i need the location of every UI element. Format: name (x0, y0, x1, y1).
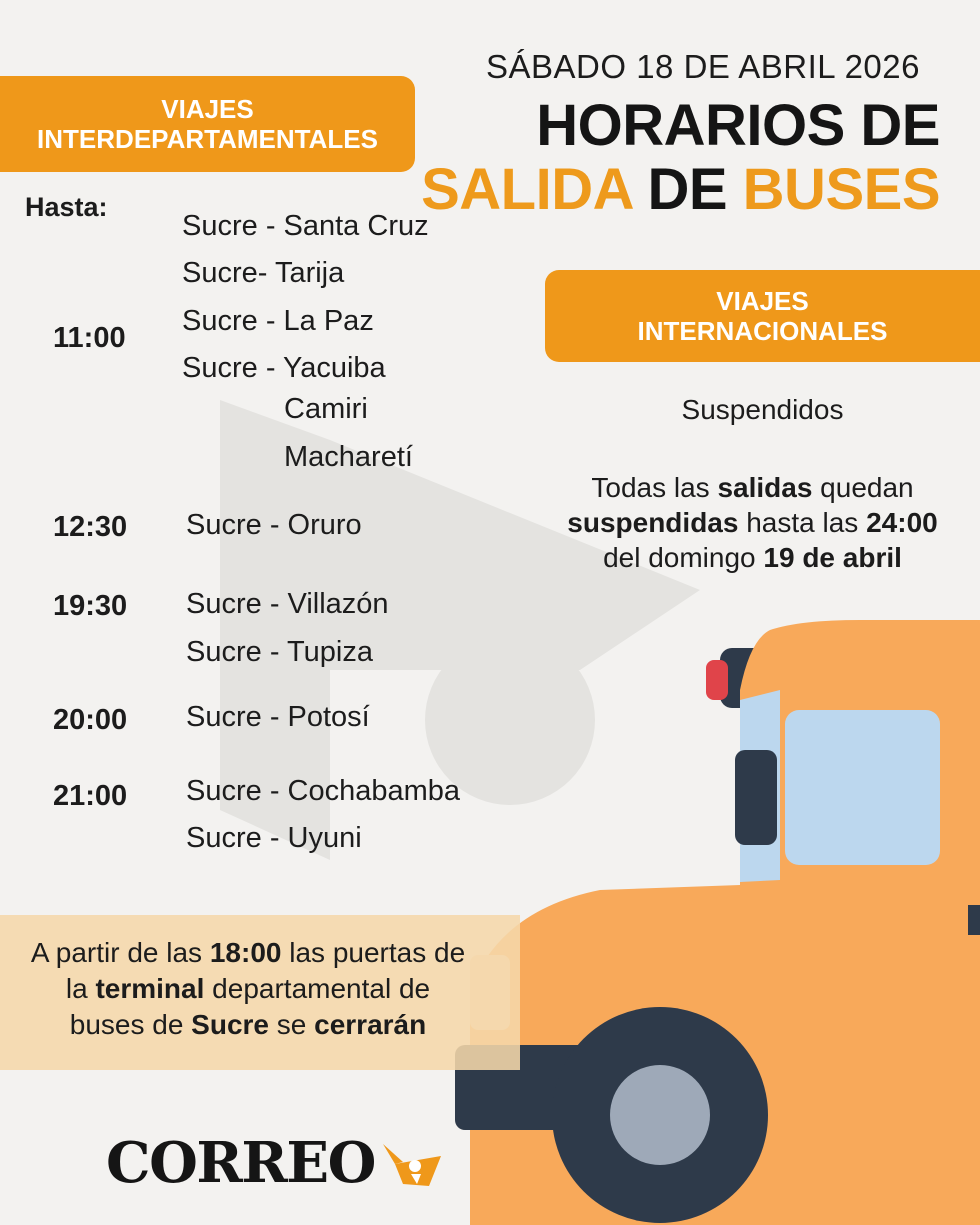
suspension-note-line3 (545, 540, 960, 575)
gate-note (8, 935, 488, 1043)
route-item: Sucre - Tupiza (186, 636, 373, 668)
logo-text: CORREO (106, 1130, 375, 1196)
time-21-00: 21:00 (53, 780, 128, 812)
route-item: Sucre - Yacuiba (182, 352, 386, 384)
gate-note-line1 (8, 935, 488, 971)
note-bold: 24:00 (866, 507, 938, 538)
note-text: buses de (69, 1009, 192, 1040)
time-12-30: 12:30 (53, 511, 128, 543)
note-bold: suspendidas (567, 507, 739, 538)
until-label: Hasta: (25, 192, 108, 222)
route-item: Sucre - Oruro (186, 509, 362, 541)
bus-door-handle (968, 905, 980, 935)
international-status: Suspendidos (681, 394, 844, 425)
note-text: hasta las (738, 507, 867, 538)
route-item: Macharetí (284, 441, 413, 473)
title-line-2 (421, 156, 940, 223)
route-item: Sucre - Cochabamba (186, 775, 461, 807)
route-item: Sucre - La Paz (182, 305, 374, 337)
note-bold: salidas (717, 472, 813, 503)
time-20-00: 20:00 (53, 704, 128, 736)
title-word-de: DE (647, 157, 728, 222)
note-bold: terminal (95, 973, 205, 1004)
suspension-note-line2 (545, 505, 960, 540)
note-bold: cerrarán (314, 1009, 427, 1040)
title-line-1: HORARIOS DE (536, 93, 940, 158)
note-text: quedan (812, 472, 914, 503)
route-item: Sucre - Potosí (186, 701, 370, 733)
interdepartmental-tab-line1: VIAJES (161, 94, 254, 124)
international-tab (545, 270, 980, 362)
correo-logo (106, 1128, 443, 1198)
title-word-salida: SALIDA (421, 157, 632, 222)
interdepartmental-tab (0, 76, 415, 172)
international-tab-line1: VIAJES (716, 286, 809, 316)
bus-window (785, 710, 940, 865)
route-item: Sucre - Villazón (186, 588, 389, 620)
date-line: SÁBADO 18 DE ABRIL 2026 (485, 48, 920, 85)
gate-note-line2 (8, 971, 488, 1007)
note-bold: Sucre (191, 1009, 269, 1040)
bus-red-light (706, 660, 728, 700)
note-text: se (269, 1009, 315, 1040)
note-text: A partir de las (30, 937, 210, 968)
bus-illustration (440, 610, 980, 1225)
title-word-buses: BUSES (742, 157, 940, 222)
suspension-note-line1 (545, 470, 960, 505)
route-item: Sucre- Tarija (182, 257, 345, 289)
route-item: Sucre - Uyuni (186, 822, 362, 854)
note-text: las puertas de (281, 937, 466, 968)
suspension-note (545, 470, 960, 575)
bus-mirror (735, 750, 777, 845)
note-text: la (65, 973, 96, 1004)
note-bold: 19 de abril (763, 542, 902, 573)
time-11-00: 11:00 (53, 322, 126, 354)
route-item: Camiri (284, 393, 368, 425)
note-text: departamental de (204, 973, 431, 1004)
bus-wheel-hub (610, 1065, 710, 1165)
interdepartmental-tab-line2: INTERDEPARTAMENTALES (37, 124, 378, 154)
international-tab-line2: INTERNACIONALES (637, 316, 888, 346)
gate-note-line3 (8, 1007, 488, 1043)
note-text: Todas las (591, 472, 718, 503)
route-item: Sucre - Santa Cruz (182, 210, 429, 242)
note-bold: 18:00 (209, 937, 282, 968)
time-19-30: 19:30 (53, 590, 128, 622)
correo-bird-icon (381, 1134, 443, 1192)
note-text: del domingo (603, 542, 764, 573)
